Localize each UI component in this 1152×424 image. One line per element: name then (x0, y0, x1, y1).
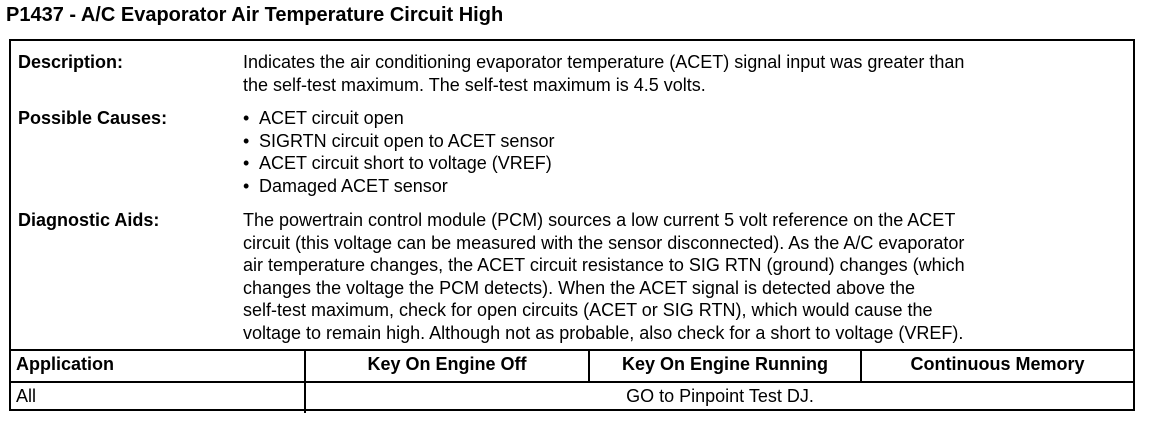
dtc-info-box (9, 39, 1135, 411)
koer-header: Key On Engine Running (622, 354, 828, 374)
description-label: Description: (18, 52, 124, 72)
diagnostic-aids-label: Diagnostic Aids: (18, 210, 160, 230)
continuous-memory-header: Continuous Memory (910, 354, 1085, 374)
cause-item: • ACET circuit open (243, 107, 1123, 130)
diagnostic-aids-line: circuit (this voltage can be measured with the sensor disconnected). As the A/C evaporator (243, 232, 965, 253)
diagnostic-aids-line: air temperature changes, the ACET circuit resistance to SIG RTN (ground) changes (which (243, 255, 965, 275)
possible-causes-label: Possible Causes: (18, 108, 168, 128)
table-header-rule (11, 381, 1133, 383)
description-text (243, 51, 1123, 96)
cause-item: • SIGRTN circuit open to ACET sensor (243, 130, 1123, 153)
pinpoint-test-instruction: GO to Pinpoint Test DJ. (626, 386, 814, 406)
diagnostic-aids-line: The powertrain control module (PCM) sources a low current 5 volt reference on the ACET (243, 210, 956, 230)
table-top-rule (11, 349, 1133, 351)
diagnostic-aids-line: changes the voltage the PCM detects). When the ACET signal is detected above the (243, 277, 916, 298)
diagnostic-aids-line: self-test maximum, check for open circuits (ACET or SIG RTN), which would cause the (243, 300, 933, 320)
diagnostic-aids-text (243, 209, 1123, 344)
cause-item: • Damaged ACET sensor (243, 175, 1123, 198)
possible-causes-list (243, 107, 1123, 197)
description-line: the self-test maximum. The self-test maximum is 4.5 volts. (243, 74, 706, 95)
diagnostic-aids-line: voltage to remain high. Although not as probable, also check for a short to voltage (VREF). (243, 322, 964, 343)
cause-item: • ACET circuit short to voltage (VREF) (243, 152, 1123, 175)
application-header: Application (16, 354, 114, 374)
application-value: All (16, 386, 37, 406)
page-title: P1437 - A/C Evaporator Air Temperature Circuit High (6, 4, 504, 26)
koeo-header: Key On Engine Off (367, 354, 527, 374)
description-line: Indicates the air conditioning evaporator temperature (ACET) signal input was greater than (243, 52, 965, 72)
